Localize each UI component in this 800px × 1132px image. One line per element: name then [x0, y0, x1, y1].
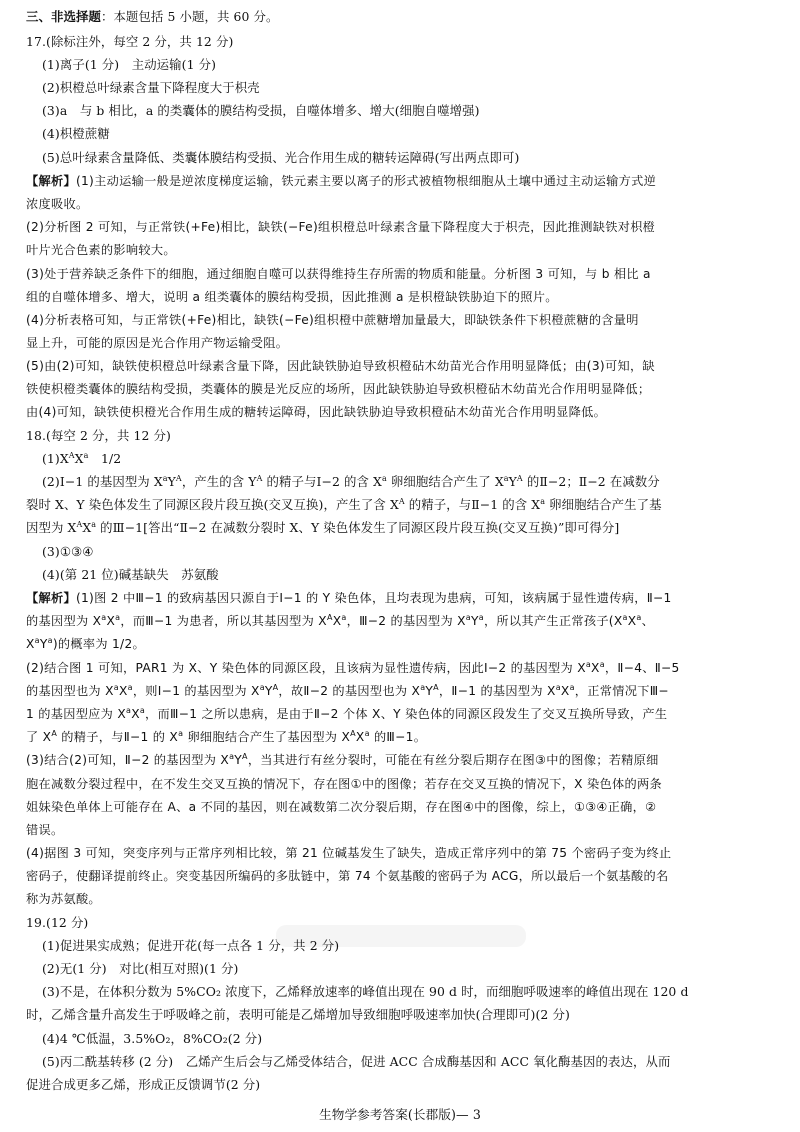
page-footer: 生物学参考答案(长郡版)— 3 — [319, 1107, 481, 1122]
q18-explanation-label: 【解析】 — [26, 591, 76, 605]
q17-explanation-2b: 叶片光合色素的影响较大。 — [26, 243, 176, 257]
q19-answer-2: (2)无(1 分) 对比(相互对照)(1 分) — [42, 961, 239, 976]
q18-header: 18.(每空 2 分，共 12 分) — [26, 428, 171, 443]
q18-explanation-2b: 的基因型也为 $X^aX^a$，则Ⅰ−1 的基因型为 $X^aY^A$，故Ⅱ−2 的基因型也为 $X^aY^A$，Ⅱ−1 的基因型为 $X^aX^a$，正常情况下Ⅲ− — [26, 683, 669, 698]
q17-explanation-1b: 浓度吸收。 — [26, 197, 89, 211]
q17-explanation-1a: 【解析】(1)主动运输一般是逆浓度梯度运输，铁元素主要以离子的形式被植物根细胞从土壤中通过主动运输方式逆 — [26, 174, 657, 188]
q17-answer-5: (5)总叶绿素含量降低、类囊体膜结构受损、光合作用生成的糖转运障碍(写出两点即可) — [42, 150, 520, 165]
q17-explanation-5b: 铁使枳橙类囊体的膜结构受损，类囊体的膜是光反应的场所，因此缺铁胁迫导致枳橙砧木幼苗光合作用明显降低； — [26, 382, 651, 396]
q18-explanation-2a: (2)结合图 1 可知，PAR1 为 X、Y 染色体的同源区段，且该病为显性遗传病，因此Ⅰ−2 的基因型为 $X^aX^a$，Ⅱ−4、Ⅱ−5 — [26, 660, 680, 675]
section-heading: 三、非选择题 — [26, 9, 101, 24]
q17-header: 17.(除标注外，每空 2 分，共 12 分) — [26, 34, 234, 49]
q19-answer-4: (4)4 ℃低温，3.5%O₂，8%CO₂(2 分) — [42, 1031, 263, 1046]
q17-explanation-2a: (2)分析图 2 可知，与正常铁(+Fe)相比，缺铁(−Fe)组枳橙总叶绿素含量下降程度大于枳壳，因此推测缺铁对枳橙 — [26, 220, 656, 234]
q19-answer-3b: 时，乙烯含量升高发生于呼吸峰之前，表明可能是乙烯增加导致细胞呼吸速率加快(合理即可)(2 分) — [26, 1007, 570, 1022]
q18-explanation-3c: 姐妹染色单体上可能存在 A、a 不同的基因，则在减数第二次分裂后期，存在图④中的图像，综上，①③④正确，② — [26, 800, 657, 814]
q19-header: 19.(12 分) — [26, 915, 89, 930]
q17-explanation-label: 【解析】 — [26, 174, 76, 188]
q19-answer-5a: (5)丙二酰基转移 (2 分) 乙烯产生后会与乙烯受体结合，促进 ACC 合成酶基因和 ACC 氧化酶基因的表达，从而 — [42, 1054, 671, 1069]
q18-explanation-4a: (4)据图 3 可知，突变序列与正常序列相比较，第 21 位碱基发生了缺失，造成正常序列中的第 75 个密码子变为终止 — [26, 846, 672, 860]
q17-explanation-5a: (5)由(2)可知，缺铁使枳橙总叶绿素含量下降，因此缺铁胁迫导致枳橙砧木幼苗光合作用明显降低；由(3)可知，缺 — [26, 359, 655, 373]
q18-answer-2c: 因型为 $X^AX^a$ 的Ⅲ−1[答出“Ⅱ−2 在减数分裂时 X、Y 染色体发生了同源区段片段互换(交叉互换)”即可得分] — [26, 520, 620, 535]
q17-explanation-5c: 由(4)可知，缺铁使枳橙光合作用生成的糖转运障碍，因此缺铁胁迫导致枳橙砧木幼苗光合作用明显降低。 — [26, 405, 607, 419]
q19-answer-5b: 促进合成更多乙烯，形成正反馈调节(2 分) — [26, 1077, 261, 1092]
q17-explanation-3a: (3)处于营养缺乏条件下的细胞，通过细胞自噬可以获得维持生存所需的物质和能量。分析图 3 可知，与 b 相比 a — [26, 267, 651, 281]
q18-answer-3: (3)①③④ — [42, 544, 94, 559]
q17-answer-3: (3)a 与 b 相比，a 的类囊体的膜结构受损，自噬体增多、增大(细胞自噬增强) — [42, 103, 480, 118]
q18-explanation-4b: 密码子，使翻译提前终止。突变基因所编码的多肽链中，第 74 个氨基酸的密码子为 ACG，所以最后一个氨基酸的名 — [26, 869, 669, 883]
q18-explanation-2d: 了 $X^A$ 的精子，与Ⅱ−1 的 $X^a$ 卵细胞结合产生了基因型为 $X^AX^a$ 的Ⅲ−1。 — [26, 729, 427, 744]
q18-answer-4: (4)(第 21 位)碱基缺失 苏氨酸 — [42, 567, 219, 582]
q17-explanation-3b: 组的自噬体增多、增大，说明 a 组类囊体的膜结构受损，因此推测 a 是枳橙缺铁胁迫下的照片。 — [26, 290, 558, 304]
q18-explanation-3d: 错误。 — [26, 823, 64, 837]
q18-answer-2a: (2)Ⅰ−1 的基因型为 $X^aY^A$，产生的含 $Y^A$ 的精子与Ⅰ−2 的含 $X^a$ 卵细胞结合产生了 $X^aY^A$ 的Ⅱ−2；Ⅱ−2 在减数分 — [42, 474, 660, 489]
q18-explanation-3b: 胞在减数分裂过程中，在不发生交叉互换的情况下，存在图①中的图像；若存在交叉互换的情况下，X 染色体的两条 — [26, 777, 662, 791]
q18-explanation-1a: 【解析】(1)图 2 中Ⅲ−1 的致病基因只源自于Ⅰ−1 的 Y 染色体，且均表现为患病，可知，该病属于显性遗传病，Ⅱ−1 — [26, 591, 672, 605]
q17-answer-1: (1)离子(1 分) 主动运输(1 分) — [42, 57, 217, 72]
q18-explanation-3a: (3)结合(2)可知，Ⅱ−2 的基因型为 $X^aY^A$，当其进行有丝分裂时，可能在有丝分裂后期存在图③中的图像；若精原细 — [26, 752, 659, 767]
q18-explanation-4c: 称为苏氨酸。 — [26, 892, 101, 906]
section-description: ：本题包括 5 小题，共 60 分。 — [100, 9, 279, 24]
q17-answer-4: (4)枳橙蔗糖 — [42, 126, 110, 141]
q18-explanation-1b: 的基因型为 $X^aX^a$，而Ⅲ−1 为患者，所以其基因型为 $X^AX^a$，Ⅲ−2 的基因型为 $X^aY^a$，所以其产生正常孩子($X^aX^a$、 — [26, 613, 655, 628]
section-heading-line — [26, 8, 780, 26]
q19-answer-1: (1)促进果实成熟；促进开花(每一点各 1 分，共 2 分) — [42, 938, 340, 953]
q17-explanation-4a: (4)分析表格可知，与正常铁(+Fe)相比，缺铁(−Fe)组枳橙中蔗糖增加量最大，即缺铁条件下枳橙蔗糖的含量明 — [26, 313, 639, 327]
q19-answer-3a: (3)不是，在体积分数为 5%CO₂ 浓度下，乙烯释放速率的峰值出现在 90 d 时，而细胞呼吸速率的峰值出现在 120 d — [42, 984, 689, 999]
q18-answer-1: $(1)X^AX^a$ 1/2 — [42, 451, 122, 466]
q17-explanation-4b: 显上升，可能的原因是光合作用产物运输受阻。 — [26, 336, 289, 350]
q18-answer-2b: 裂时 X、Y 染色体发生了同源区段片段互换(交叉互换)，产生了含 $X^A$ 的精子，与Ⅱ−1 的含 $X^a$ 卵细胞结合产生了基 — [26, 497, 662, 512]
q18-explanation-1c: $X^aY^a$)的概率为 1/2。 — [26, 636, 145, 651]
q17-answer-2: (2)枳橙总叶绿素含量下降程度大于枳壳 — [42, 80, 260, 95]
q18-explanation-2c: 1 的基因型应为 $X^aX^a$，而Ⅲ−1 之所以患病，是由于Ⅱ−2 个体 X、Y 染色体的同源区段发生了交叉互换所导致，产生 — [26, 706, 668, 721]
